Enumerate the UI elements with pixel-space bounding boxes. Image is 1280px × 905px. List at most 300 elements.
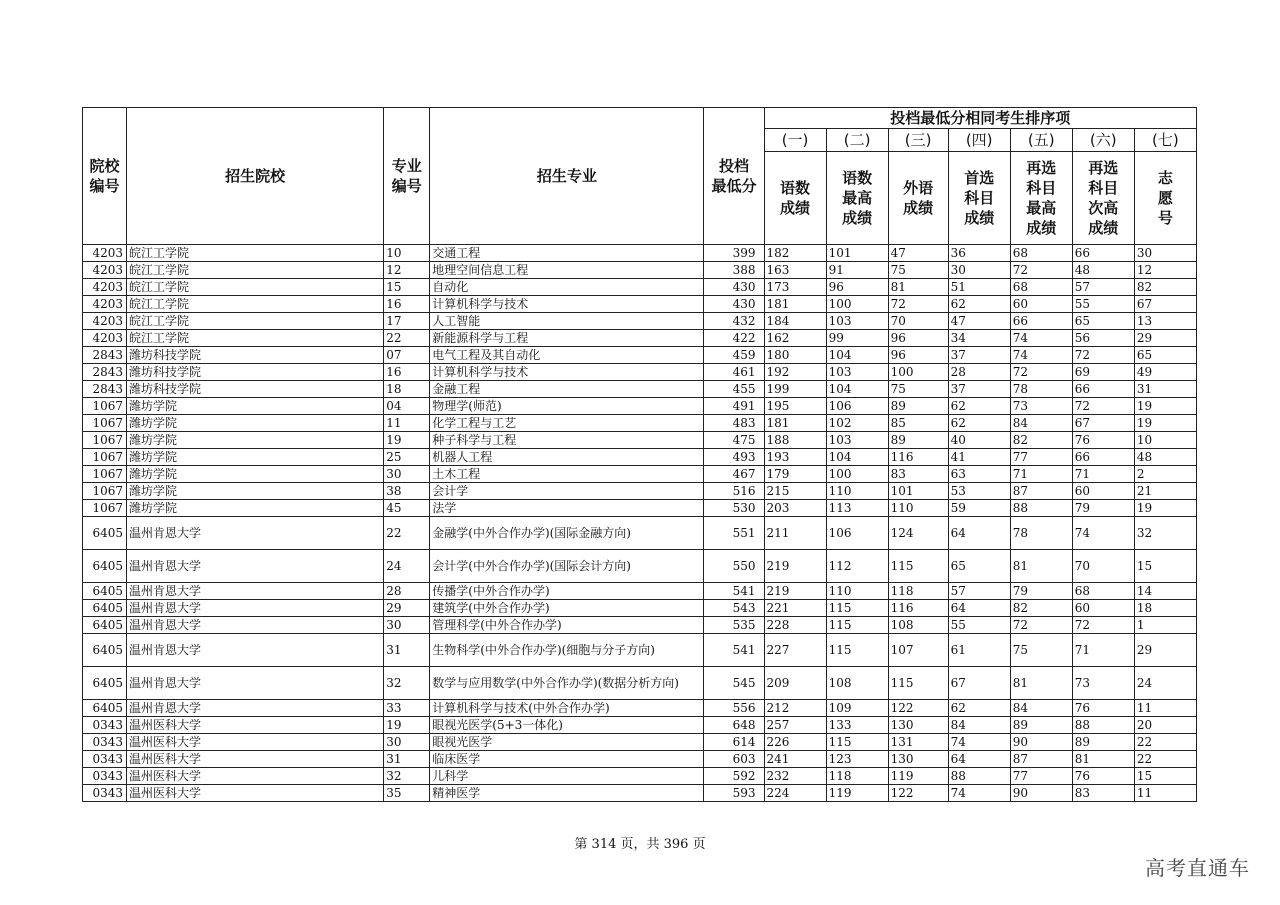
cell-rank-1: 224	[764, 785, 826, 802]
cell-school-code: 1067	[83, 415, 127, 432]
cell-min-score: 550	[704, 550, 764, 583]
cell-rank-4: 64	[948, 517, 1010, 550]
cell-rank-5: 87	[1010, 483, 1072, 500]
cell-rank-6: 66	[1072, 245, 1134, 262]
table-body	[83, 245, 1197, 802]
cell-rank-6: 74	[1072, 517, 1134, 550]
cell-rank-3: 47	[888, 245, 948, 262]
cell-school-code: 4203	[83, 245, 127, 262]
cell-rank-6: 48	[1072, 262, 1134, 279]
cell-rank-4: 74	[948, 734, 1010, 751]
cell-rank-7: 13	[1134, 313, 1196, 330]
cell-rank-3: 108	[888, 617, 948, 634]
table-row	[83, 296, 1197, 313]
cell-rank-7: 22	[1134, 751, 1196, 768]
cell-rank-6: 72	[1072, 617, 1134, 634]
table-row	[83, 700, 1197, 717]
cell-rank-2: 119	[826, 785, 888, 802]
table-row	[83, 347, 1197, 364]
cell-min-score: 551	[704, 517, 764, 550]
cell-rank-4: 62	[948, 398, 1010, 415]
cell-rank-1: 199	[764, 381, 826, 398]
cell-rank-6: 69	[1072, 364, 1134, 381]
cell-major-code: 22	[384, 330, 430, 347]
cell-rank-3: 119	[888, 768, 948, 785]
cell-major-code: 19	[384, 717, 430, 734]
cell-major-code: 30	[384, 734, 430, 751]
cell-rank-4: 84	[948, 717, 1010, 734]
cell-rank-2: 113	[826, 500, 888, 517]
cell-rank-4: 41	[948, 449, 1010, 466]
cell-rank-1: 227	[764, 634, 826, 667]
cell-rank-2: 108	[826, 667, 888, 700]
cell-school-name: 皖江工学院	[127, 330, 384, 347]
cell-school-name: 皖江工学院	[127, 245, 384, 262]
cell-rank-4: 59	[948, 500, 1010, 517]
cell-school-code: 4203	[83, 313, 127, 330]
cell-rank-3: 124	[888, 517, 948, 550]
table-row	[83, 415, 1197, 432]
cell-rank-7: 19	[1134, 500, 1196, 517]
cell-rank-7: 65	[1134, 347, 1196, 364]
cell-rank-1: 215	[764, 483, 826, 500]
cell-rank-6: 72	[1072, 347, 1134, 364]
cell-rank-6: 60	[1072, 600, 1134, 617]
cell-major-name: 精神医学	[430, 785, 704, 802]
cell-min-score: 535	[704, 617, 764, 634]
cell-school-code: 2843	[83, 347, 127, 364]
cell-rank-3: 130	[888, 717, 948, 734]
cell-rank-7: 19	[1134, 398, 1196, 415]
cell-rank-4: 47	[948, 313, 1010, 330]
cell-rank-4: 37	[948, 381, 1010, 398]
cell-rank-3: 131	[888, 734, 948, 751]
cell-rank-5: 68	[1010, 245, 1072, 262]
cell-rank-1: 209	[764, 667, 826, 700]
cell-rank-6: 56	[1072, 330, 1134, 347]
header-rank-number: (七)	[1134, 129, 1196, 152]
header-major-name: 招生专业	[430, 108, 704, 245]
cell-min-score: 593	[704, 785, 764, 802]
cell-school-name: 潍坊科技学院	[127, 347, 384, 364]
cell-rank-4: 74	[948, 785, 1010, 802]
cell-rank-1: 241	[764, 751, 826, 768]
cell-rank-5: 89	[1010, 717, 1072, 734]
cell-rank-2: 110	[826, 483, 888, 500]
cell-rank-2: 103	[826, 432, 888, 449]
cell-school-code: 0343	[83, 751, 127, 768]
cell-rank-5: 78	[1010, 381, 1072, 398]
header-rank-item: 首选 科目 成绩	[948, 152, 1010, 245]
cell-school-name: 温州肯恩大学	[127, 600, 384, 617]
cell-rank-5: 79	[1010, 583, 1072, 600]
cell-rank-2: 100	[826, 466, 888, 483]
header-rank-number: (六)	[1072, 129, 1134, 152]
cell-rank-5: 82	[1010, 432, 1072, 449]
cell-rank-7: 22	[1134, 734, 1196, 751]
table-row	[83, 785, 1197, 802]
cell-min-score: 603	[704, 751, 764, 768]
cell-min-score: 491	[704, 398, 764, 415]
cell-major-name: 新能源科学与工程	[430, 330, 704, 347]
cell-rank-3: 89	[888, 432, 948, 449]
cell-rank-4: 61	[948, 634, 1010, 667]
cell-rank-5: 90	[1010, 734, 1072, 751]
cell-min-score: 461	[704, 364, 764, 381]
cell-rank-7: 11	[1134, 700, 1196, 717]
cell-rank-1: 211	[764, 517, 826, 550]
cell-rank-7: 11	[1134, 785, 1196, 802]
cell-min-score: 459	[704, 347, 764, 364]
cell-rank-3: 122	[888, 700, 948, 717]
cell-rank-5: 72	[1010, 617, 1072, 634]
cell-rank-4: 51	[948, 279, 1010, 296]
cell-rank-4: 64	[948, 751, 1010, 768]
cell-rank-2: 109	[826, 700, 888, 717]
cell-school-name: 潍坊科技学院	[127, 364, 384, 381]
cell-rank-2: 101	[826, 245, 888, 262]
table-row	[83, 279, 1197, 296]
header-rank-number: (三)	[888, 129, 948, 152]
cell-school-code: 6405	[83, 634, 127, 667]
cell-major-name: 交通工程	[430, 245, 704, 262]
table-row	[83, 600, 1197, 617]
cell-rank-2: 106	[826, 398, 888, 415]
cell-rank-1: 257	[764, 717, 826, 734]
cell-rank-2: 91	[826, 262, 888, 279]
cell-min-score: 399	[704, 245, 764, 262]
table-row	[83, 449, 1197, 466]
cell-min-score: 430	[704, 296, 764, 313]
cell-rank-5: 81	[1010, 550, 1072, 583]
cell-rank-3: 75	[888, 381, 948, 398]
header-rank-item: 语数 最高 成绩	[826, 152, 888, 245]
cell-rank-5: 75	[1010, 634, 1072, 667]
cell-rank-7: 48	[1134, 449, 1196, 466]
cell-rank-7: 2	[1134, 466, 1196, 483]
cell-min-score: 545	[704, 667, 764, 700]
header-rank-number: (二)	[826, 129, 888, 152]
cell-min-score: 516	[704, 483, 764, 500]
cell-rank-3: 110	[888, 500, 948, 517]
cell-min-score: 430	[704, 279, 764, 296]
cell-min-score: 648	[704, 717, 764, 734]
header-rank-number: (四)	[948, 129, 1010, 152]
cell-rank-7: 19	[1134, 415, 1196, 432]
cell-rank-2: 110	[826, 583, 888, 600]
cell-rank-1: 182	[764, 245, 826, 262]
header-rank-item: 再选 科目 次高 成绩	[1072, 152, 1134, 245]
cell-rank-6: 68	[1072, 583, 1134, 600]
cell-school-name: 温州肯恩大学	[127, 634, 384, 667]
cell-rank-1: 173	[764, 279, 826, 296]
cell-rank-2: 115	[826, 634, 888, 667]
cell-rank-3: 107	[888, 634, 948, 667]
cell-school-code: 1067	[83, 483, 127, 500]
table-row	[83, 634, 1197, 667]
cell-rank-3: 96	[888, 330, 948, 347]
cell-rank-2: 133	[826, 717, 888, 734]
cell-major-code: 11	[384, 415, 430, 432]
watermark-logo-text: 高考直通车	[1145, 856, 1250, 880]
cell-school-name: 皖江工学院	[127, 313, 384, 330]
cell-school-name: 潍坊科技学院	[127, 381, 384, 398]
cell-school-code: 2843	[83, 381, 127, 398]
cell-major-code: 30	[384, 466, 430, 483]
cell-rank-4: 57	[948, 583, 1010, 600]
cell-major-code: 04	[384, 398, 430, 415]
cell-school-code: 1067	[83, 466, 127, 483]
cell-rank-6: 66	[1072, 381, 1134, 398]
cell-rank-7: 30	[1134, 245, 1196, 262]
cell-rank-2: 112	[826, 550, 888, 583]
cell-school-code: 2843	[83, 364, 127, 381]
cell-rank-3: 83	[888, 466, 948, 483]
cell-school-code: 6405	[83, 617, 127, 634]
cell-major-name: 会计学(中外合作办学)(国际会计方向)	[430, 550, 704, 583]
cell-major-name: 建筑学(中外合作办学)	[430, 600, 704, 617]
cell-min-score: 422	[704, 330, 764, 347]
cell-rank-4: 53	[948, 483, 1010, 500]
cell-rank-4: 67	[948, 667, 1010, 700]
cell-rank-6: 73	[1072, 667, 1134, 700]
cell-rank-6: 57	[1072, 279, 1134, 296]
table-row	[83, 483, 1197, 500]
cell-rank-5: 74	[1010, 330, 1072, 347]
cell-major-code: 18	[384, 381, 430, 398]
cell-min-score: 475	[704, 432, 764, 449]
table-row	[83, 330, 1197, 347]
cell-rank-7: 29	[1134, 330, 1196, 347]
cell-school-name: 温州医科大学	[127, 734, 384, 751]
cell-rank-5: 82	[1010, 600, 1072, 617]
cell-rank-2: 106	[826, 517, 888, 550]
table-row	[83, 262, 1197, 279]
cell-rank-5: 60	[1010, 296, 1072, 313]
cell-school-code: 4203	[83, 279, 127, 296]
cell-rank-3: 81	[888, 279, 948, 296]
cell-rank-1: 179	[764, 466, 826, 483]
cell-rank-6: 66	[1072, 449, 1134, 466]
cell-rank-7: 82	[1134, 279, 1196, 296]
cell-rank-3: 85	[888, 415, 948, 432]
cell-rank-1: 162	[764, 330, 826, 347]
cell-rank-7: 20	[1134, 717, 1196, 734]
cell-major-name: 电气工程及其自动化	[430, 347, 704, 364]
cell-rank-4: 88	[948, 768, 1010, 785]
cell-major-name: 自动化	[430, 279, 704, 296]
header-min-score: 投档 最低分	[704, 108, 764, 245]
cell-major-code: 25	[384, 449, 430, 466]
cell-rank-6: 60	[1072, 483, 1134, 500]
cell-major-name: 生物科学(中外合作办学)(细胞与分子方向)	[430, 634, 704, 667]
header-rank-item: 再选 科目 最高 成绩	[1010, 152, 1072, 245]
table-row	[83, 751, 1197, 768]
cell-major-code: 24	[384, 550, 430, 583]
cell-rank-4: 62	[948, 296, 1010, 313]
table-row	[83, 245, 1197, 262]
cell-rank-3: 70	[888, 313, 948, 330]
cell-rank-4: 63	[948, 466, 1010, 483]
cell-rank-3: 122	[888, 785, 948, 802]
cell-school-name: 潍坊学院	[127, 466, 384, 483]
cell-major-code: 17	[384, 313, 430, 330]
cell-school-name: 潍坊学院	[127, 415, 384, 432]
cell-rank-1: 180	[764, 347, 826, 364]
table-row	[83, 381, 1197, 398]
cell-rank-4: 62	[948, 700, 1010, 717]
cell-major-code: 19	[384, 432, 430, 449]
cell-school-name: 温州医科大学	[127, 768, 384, 785]
cell-major-code: 12	[384, 262, 430, 279]
cell-rank-2: 104	[826, 381, 888, 398]
cell-rank-6: 55	[1072, 296, 1134, 313]
cell-min-score: 592	[704, 768, 764, 785]
cell-major-code: 45	[384, 500, 430, 517]
page-footer: 第 314 页，共 396 页	[574, 837, 706, 852]
cell-school-name: 温州肯恩大学	[127, 517, 384, 550]
cell-major-code: 16	[384, 364, 430, 381]
cell-rank-5: 87	[1010, 751, 1072, 768]
cell-school-name: 温州肯恩大学	[127, 550, 384, 583]
cell-school-code: 0343	[83, 768, 127, 785]
cell-rank-1: 181	[764, 296, 826, 313]
cell-rank-3: 130	[888, 751, 948, 768]
cell-rank-6: 71	[1072, 634, 1134, 667]
cell-rank-6: 76	[1072, 432, 1134, 449]
cell-school-name: 皖江工学院	[127, 279, 384, 296]
cell-major-name: 眼视光医学(5+3一体化)	[430, 717, 704, 734]
cell-school-name: 潍坊学院	[127, 449, 384, 466]
cell-major-name: 管理科学(中外合作办学)	[430, 617, 704, 634]
cell-rank-6: 89	[1072, 734, 1134, 751]
cell-major-name: 机器人工程	[430, 449, 704, 466]
cell-school-code: 0343	[83, 785, 127, 802]
cell-min-score: 614	[704, 734, 764, 751]
header-major-code: 专业 编号	[384, 108, 430, 245]
table-row	[83, 768, 1197, 785]
cell-rank-7: 49	[1134, 364, 1196, 381]
cell-rank-3: 115	[888, 550, 948, 583]
cell-rank-7: 14	[1134, 583, 1196, 600]
cell-rank-7: 15	[1134, 550, 1196, 583]
table-row	[83, 667, 1197, 700]
table-row	[83, 583, 1197, 600]
cell-rank-3: 75	[888, 262, 948, 279]
cell-rank-1: 181	[764, 415, 826, 432]
cell-rank-1: 192	[764, 364, 826, 381]
cell-major-name: 儿科学	[430, 768, 704, 785]
cell-min-score: 556	[704, 700, 764, 717]
cell-rank-1: 232	[764, 768, 826, 785]
cell-rank-4: 55	[948, 617, 1010, 634]
cell-min-score: 467	[704, 466, 764, 483]
cell-school-name: 温州肯恩大学	[127, 583, 384, 600]
cell-school-name: 潍坊学院	[127, 500, 384, 517]
cell-rank-7: 24	[1134, 667, 1196, 700]
cell-rank-3: 89	[888, 398, 948, 415]
cell-major-code: 31	[384, 634, 430, 667]
cell-rank-6: 65	[1072, 313, 1134, 330]
cell-rank-6: 79	[1072, 500, 1134, 517]
cell-school-name: 皖江工学院	[127, 296, 384, 313]
cell-rank-1: 203	[764, 500, 826, 517]
cell-school-name: 温州肯恩大学	[127, 700, 384, 717]
cell-school-code: 4203	[83, 330, 127, 347]
table-header	[83, 108, 1197, 245]
cell-rank-5: 66	[1010, 313, 1072, 330]
table-row	[83, 734, 1197, 751]
cell-min-score: 432	[704, 313, 764, 330]
cell-major-name: 计算机科学与技术(中外合作办学)	[430, 700, 704, 717]
header-school-code: 院校 编号	[83, 108, 127, 245]
cell-rank-6: 81	[1072, 751, 1134, 768]
cell-rank-3: 96	[888, 347, 948, 364]
cell-min-score: 530	[704, 500, 764, 517]
cell-school-code: 6405	[83, 517, 127, 550]
cell-rank-5: 74	[1010, 347, 1072, 364]
cell-rank-5: 72	[1010, 364, 1072, 381]
cell-rank-1: 212	[764, 700, 826, 717]
cell-rank-2: 115	[826, 600, 888, 617]
cell-school-code: 1067	[83, 398, 127, 415]
cell-major-name: 人工智能	[430, 313, 704, 330]
cell-rank-2: 100	[826, 296, 888, 313]
cell-rank-4: 62	[948, 415, 1010, 432]
cell-school-code: 1067	[83, 449, 127, 466]
cell-school-code: 0343	[83, 717, 127, 734]
cell-rank-5: 90	[1010, 785, 1072, 802]
cell-rank-7: 18	[1134, 600, 1196, 617]
cell-school-name: 潍坊学院	[127, 398, 384, 415]
cell-major-code: 30	[384, 617, 430, 634]
cell-major-code: 32	[384, 667, 430, 700]
cell-rank-4: 64	[948, 600, 1010, 617]
cell-rank-4: 65	[948, 550, 1010, 583]
cell-school-code: 6405	[83, 550, 127, 583]
cell-min-score: 455	[704, 381, 764, 398]
cell-rank-2: 115	[826, 734, 888, 751]
cell-rank-6: 76	[1072, 700, 1134, 717]
cell-rank-3: 72	[888, 296, 948, 313]
cell-major-code: 15	[384, 279, 430, 296]
cell-school-code: 1067	[83, 432, 127, 449]
cell-rank-5: 71	[1010, 466, 1072, 483]
cell-min-score: 493	[704, 449, 764, 466]
cell-rank-2: 118	[826, 768, 888, 785]
cell-rank-1: 195	[764, 398, 826, 415]
cell-rank-2: 115	[826, 617, 888, 634]
cell-rank-1: 188	[764, 432, 826, 449]
cell-major-name: 数学与应用数学(中外合作办学)(数据分析方向)	[430, 667, 704, 700]
cell-rank-7: 29	[1134, 634, 1196, 667]
cell-major-name: 金融学(中外合作办学)(国际金融方向)	[430, 517, 704, 550]
cell-rank-4: 30	[948, 262, 1010, 279]
cell-major-code: 07	[384, 347, 430, 364]
cell-rank-4: 40	[948, 432, 1010, 449]
table-row	[83, 717, 1197, 734]
cell-rank-3: 101	[888, 483, 948, 500]
cell-major-name: 物理学(师范)	[430, 398, 704, 415]
cell-rank-2: 96	[826, 279, 888, 296]
cell-rank-3: 116	[888, 600, 948, 617]
cell-min-score: 541	[704, 634, 764, 667]
cell-rank-3: 118	[888, 583, 948, 600]
cell-major-name: 种子科学与工程	[430, 432, 704, 449]
cell-rank-5: 73	[1010, 398, 1072, 415]
admission-score-table	[82, 107, 1197, 802]
cell-major-code: 33	[384, 700, 430, 717]
